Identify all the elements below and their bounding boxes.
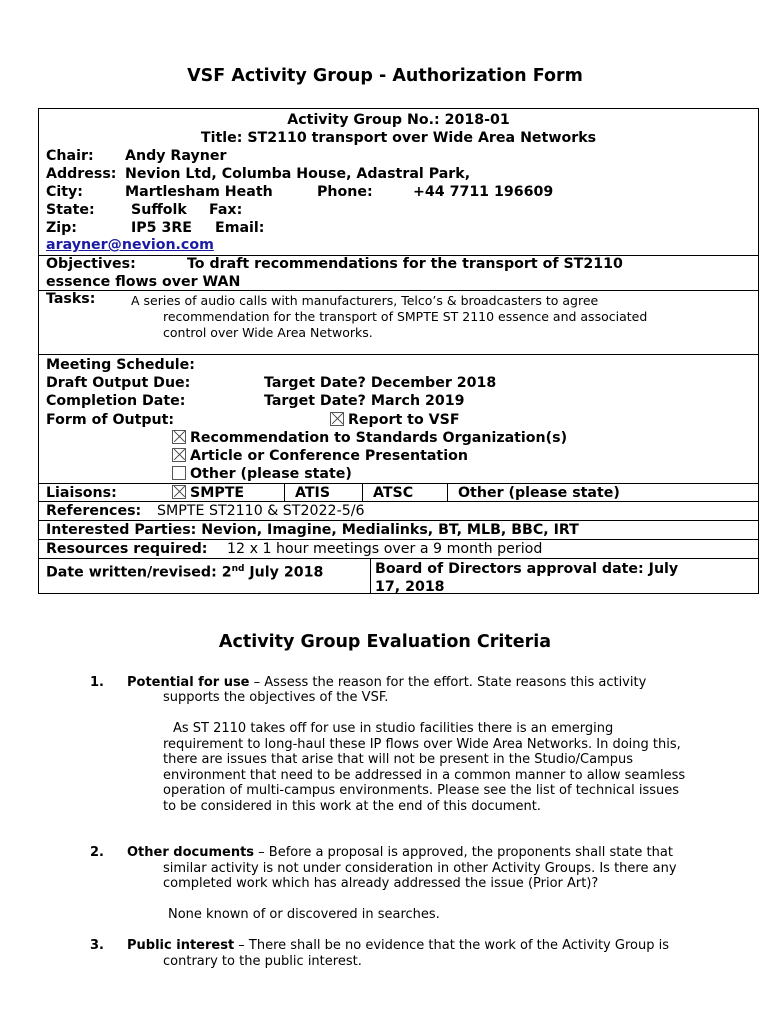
date-day: 2 — [221, 564, 232, 581]
criteria-term: Public interest — [127, 938, 235, 953]
authorization-form — [38, 108, 759, 594]
chair-value: Andy Rayner — [125, 148, 227, 164]
checkbox-checked-icon[interactable] — [172, 485, 186, 499]
criteria-response: environment that need to be addressed in a common manner to allow seamless — [163, 768, 686, 783]
date-ordinal: nd — [231, 564, 245, 574]
meeting-schedule-label: Meeting Schedule: — [46, 357, 195, 373]
interested-parties: Interested Parties: Nevion, Imagine, Medialinks, BT, MLB, BBC, IRT — [46, 522, 579, 538]
divider — [39, 501, 758, 502]
criteria-text: – There shall be no evidence that the work of the Activity Group is — [234, 938, 669, 953]
city-value: Martlesham Heath — [125, 184, 273, 200]
output-option[interactable] — [330, 411, 460, 429]
criteria-number: 2. — [90, 845, 104, 860]
resources-value: 12 x 1 hour meetings over a 9 month period — [227, 541, 543, 557]
state-value: Suffolk — [131, 202, 187, 218]
liaison-label: ATIS — [295, 485, 331, 501]
fax-label: Fax: — [209, 202, 243, 218]
criteria-heading: Activity Group Evaluation Criteria — [218, 632, 552, 652]
checkbox-icon[interactable] — [172, 466, 186, 480]
draft-output-value: Target Date? December 2018 — [264, 375, 497, 391]
criteria-text: contrary to the public interest. — [163, 954, 362, 969]
tasks-line-3: control over Wide Area Networks. — [163, 325, 373, 340]
divider — [284, 483, 285, 501]
address-value: Nevion Ltd, Columba House, Adastral Park, — [125, 166, 471, 182]
output-option-label: Recommendation to Standards Organization(s) — [190, 430, 568, 446]
completion-value: Target Date? March 2019 — [264, 393, 465, 409]
output-option-label: Other (please state) — [190, 466, 352, 482]
zip-value: IP5 3RE — [131, 220, 192, 236]
criteria-term: Other documents — [127, 845, 255, 860]
output-option[interactable] — [172, 447, 468, 465]
form-title: VSF Activity Group - Authorization Form — [187, 66, 583, 86]
references-value: SMPTE ST2110 & ST2022-5/6 — [157, 503, 365, 519]
date-month-year: July 2018 — [249, 564, 324, 581]
criteria-text: – Before a proposal is approved, the proponents shall state that — [254, 845, 673, 860]
criteria-response: to be considered in this work at the end of this document. — [163, 799, 541, 814]
tasks-label: Tasks: — [46, 291, 96, 307]
output-option-label: Article or Conference Presentation — [190, 448, 468, 464]
criteria-term: Potential for use — [127, 675, 250, 690]
criteria-number: 1. — [90, 675, 104, 690]
criteria-text: similar activity is not under consideration in other Activity Groups. Is there any — [163, 861, 677, 876]
criteria-text: supports the objectives of the VSF. — [163, 690, 389, 705]
draft-output-label: Draft Output Due: — [46, 375, 191, 391]
criteria-text: completed work which has already addressed the issue (Prior Art)? — [163, 876, 599, 891]
checkbox-checked-icon[interactable] — [330, 412, 344, 426]
objectives-line-1: To draft recommendations for the transport of ST2110 — [187, 256, 623, 272]
zip-label: Zip: — [46, 220, 77, 236]
city-label: City: — [46, 184, 83, 200]
state-label: State: — [46, 202, 95, 218]
liaisons-label: Liaisons: — [46, 485, 117, 501]
objectives-line-2: essence flows over WAN — [46, 274, 241, 290]
liaison-option[interactable] — [458, 484, 620, 502]
output-option[interactable] — [172, 465, 352, 483]
criteria-number: 3. — [90, 938, 104, 953]
form-of-output-label: Form of Output: — [46, 412, 175, 428]
criteria-response: there are issues that arise that will not be present in the Studio/Campus — [163, 752, 634, 767]
resources-label: Resources required: — [46, 541, 208, 557]
phone-label: Phone: — [317, 184, 373, 200]
liaison-label: ATSC — [373, 485, 414, 501]
criteria-response: As ST 2110 takes off for use in studio facilities there is an emerging — [173, 721, 614, 736]
checkbox-checked-icon[interactable] — [172, 430, 186, 444]
completion-label: Completion Date: — [46, 393, 186, 409]
divider — [370, 558, 371, 594]
tasks-line-2: recommendation for the transport of SMPTE ST 2110 essence and associated — [163, 309, 648, 324]
tasks-line-1: A series of audio calls with manufacturers, Telco’s & broadcasters to agree — [131, 293, 599, 308]
board-approval-line-1: Board of Directors approval date: July — [375, 561, 679, 577]
divider — [39, 558, 758, 559]
date-written-label: Date written/revised: — [46, 564, 217, 581]
criteria-response: None known of or discovered in searches. — [168, 907, 440, 922]
board-approval-line-2: 17, 2018 — [375, 579, 445, 595]
criteria-item — [127, 938, 669, 954]
divider — [362, 483, 363, 501]
chair-label: Chair: — [46, 148, 94, 164]
liaison-label: SMPTE — [190, 485, 245, 501]
output-option[interactable] — [172, 429, 567, 447]
email-label: Email: — [215, 220, 265, 236]
divider — [447, 483, 448, 501]
date-written — [46, 560, 323, 582]
liaison-option[interactable] — [373, 484, 413, 502]
address-label: Address: — [46, 166, 117, 182]
references-label: References: — [46, 503, 142, 519]
liaison-option[interactable] — [295, 484, 330, 502]
divider — [39, 290, 758, 291]
liaison-option[interactable] — [172, 484, 244, 502]
output-option-label: Report to VSF — [348, 412, 460, 428]
group-title: Title: ST2110 transport over Wide Area Networks — [200, 130, 597, 146]
criteria-response: operation of multi-campus environments. Please see the list of technical issues — [163, 783, 680, 798]
group-number: Activity Group No.: 2018-01 — [287, 112, 510, 128]
phone-value: +44 7711 196609 — [413, 184, 554, 200]
criteria-text: – Assess the reason for the effort. State reasons this activity — [249, 675, 647, 690]
email-link[interactable]: arayner@nevion.com — [46, 237, 214, 253]
checkbox-checked-icon[interactable] — [172, 448, 186, 462]
objectives-label: Objectives: — [46, 256, 136, 272]
criteria-response: requirement to long-haul these IP flows over Wide Area Networks. In doing this, — [163, 737, 681, 752]
criteria-item — [127, 675, 646, 691]
liaison-label: Other (please state) — [458, 485, 620, 501]
divider — [39, 354, 758, 355]
criteria-item — [127, 845, 673, 861]
